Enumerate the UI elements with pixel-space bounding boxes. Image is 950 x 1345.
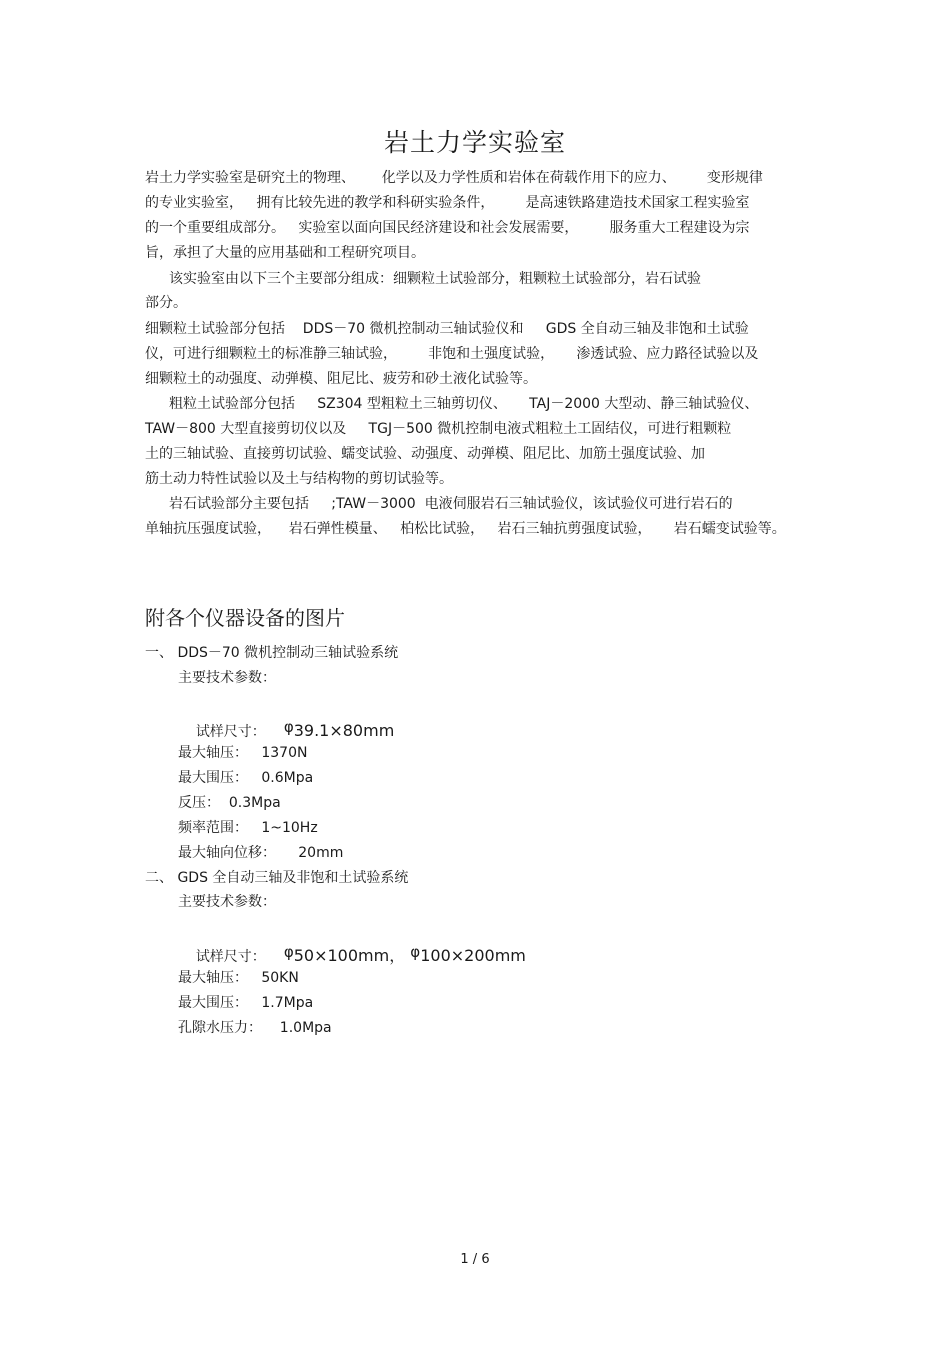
intro-line: 旨，承担了大量的应用基础和工程研究项目。: [145, 245, 425, 261]
equipment-1-param: 反压： 0.3Mpa: [178, 795, 281, 811]
coarse-soil-line: TAW－800 大型直接剪切仪以及 TGJ－500 微机控制电液式粗粒土工固结仪，可进行粗颗粒: [145, 421, 732, 437]
sample-size-value: 50×100mm，: [293, 946, 411, 965]
equipment-1-heading: 一、 DDS－70 微机控制动三轴试验系统: [145, 645, 399, 661]
equipment-2-param: 最大轴压： 50KN: [178, 970, 299, 986]
phi-symbol: φ: [410, 943, 421, 961]
phi-symbol: φ: [283, 943, 294, 961]
equipment-1-param: 最大围压： 0.6Mpa: [178, 770, 314, 786]
coarse-soil-line: 筋土动力特性试验以及土与结构物的剪切试验等。: [145, 471, 453, 487]
fine-soil-line: 细颗粒土的动强度、动弹模、阻尼比、疲劳和砂土液化试验等。: [145, 371, 537, 387]
sample-size-value: 39.1×80mm: [293, 721, 395, 740]
equipment-1-param: 频率范围： 1~10Hz: [178, 820, 318, 836]
sample-size-label: 试样尺寸：: [195, 724, 266, 740]
coarse-soil-line: 粗粒土试验部分包括 SZ304 型粗粒土三轴剪切仪、 TAJ－2000 大型动、静三轴试验仪、: [169, 396, 759, 412]
rock-line: 单轴抗压强度试验， 岩石弹性模量、 柏松比试验， 岩石三轴抗剪强度试验， 岩石蠕变试验等。: [145, 521, 786, 537]
equipment-1-param: 最大轴压： 1370N: [178, 745, 308, 761]
intro-line: 的专业实验室， 拥有比较先进的教学和科研实验条件， 是高速铁路建造技术国家工程实验室: [145, 195, 750, 211]
page-title: 岩土力学实验室: [383, 128, 566, 157]
intro-line: 的一个重要组成部分。 实验室以面向国民经济建设和社会发展需要， 服务重大工程建设为宗: [145, 220, 750, 236]
equipment-2-param: 孔隙水压力： 1.0Mpa: [178, 1020, 332, 1036]
equipment-1-params-label: 主要技术参数：: [178, 670, 276, 686]
equipment-2-param: 最大围压： 1.7Mpa: [178, 995, 314, 1011]
equipment-2-params-label: 主要技术参数：: [178, 894, 276, 910]
composition-line: 该实验室由以下三个主要部分组成：细颗粒土试验部分，粗颗粒土试验部分，岩石试验: [169, 271, 701, 287]
composition-line: 部分。: [145, 295, 187, 311]
page-number: 1 / 6: [460, 1252, 490, 1267]
section-title: 附各个仪器设备的图片: [145, 606, 345, 630]
phi-symbol: φ: [283, 718, 294, 736]
equipment-2-heading: 二、 GDS 全自动三轴及非饱和土试验系统: [145, 870, 409, 886]
equipment-1-param: 最大轴向位移： 20mm: [178, 845, 344, 861]
coarse-soil-line: 土的三轴试验、直接剪切试验、蠕变试验、动强度、动弹模、阻尼比、加筋土强度试验、加: [145, 446, 705, 462]
rock-line: 岩石试验部分主要包括 ;TAW－3000 电液伺服岩石三轴试验仪，该试验仪可进行岩石的: [169, 496, 733, 512]
sample-size-value: 100×200mm: [420, 946, 526, 965]
sample-size-label: 试样尺寸：: [195, 949, 266, 965]
fine-soil-line: 仪，可进行细颗粒土的标准静三轴试验， 非饱和土强度试验， 渗透试验、应力路径试验以及: [145, 346, 759, 362]
fine-soil-line: 细颗粒土试验部分包括 DDS－70 微机控制动三轴试验仪和 GDS 全自动三轴及非饱和土试验: [145, 321, 749, 337]
intro-line: 岩土力学实验室是研究土的物理、 化学以及力学性质和岩体在荷载作用下的应力、 变形规律: [145, 170, 763, 186]
